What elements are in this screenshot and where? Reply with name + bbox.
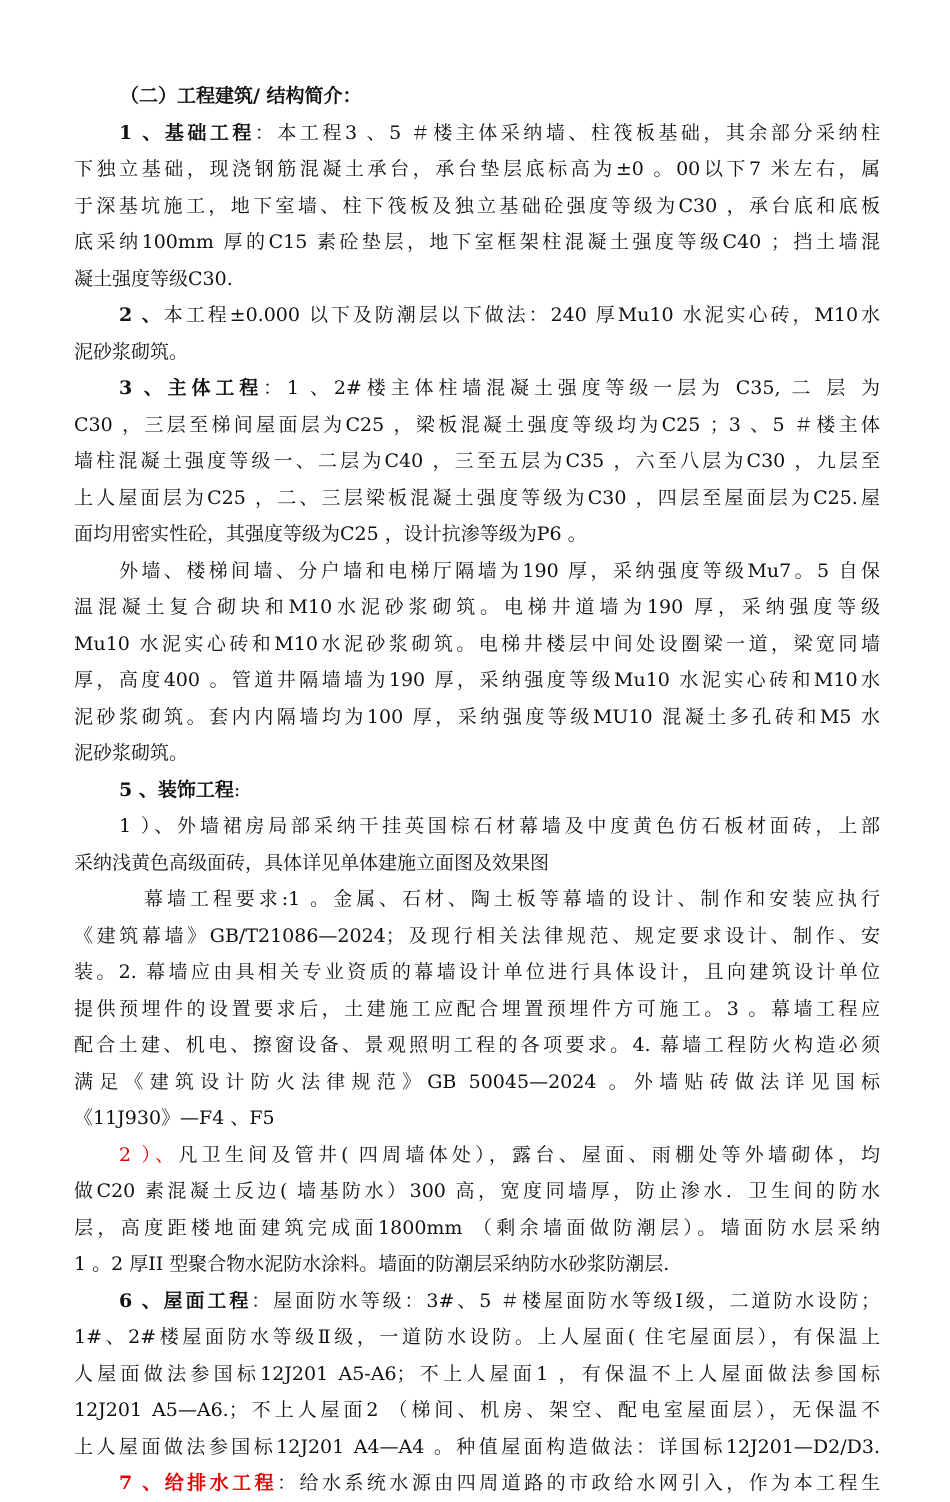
para-waterproof-line: 1 。2 厚II 型聚合物水泥防水涂料。墙面的防潮层采纳防水砂浆防潮层. bbox=[74, 1253, 670, 1275]
para-walls-line: 温混凝土复合砌块和M10水泥砂浆砌筑。电梯井道墙为190 厚，采纳强度等级 bbox=[74, 596, 880, 618]
text-span: 凡卫生间及管井( 四周墙体处），露台、屋面、雨棚处等外墙砌体，均 bbox=[178, 1143, 880, 1166]
para-walls-line: 厚，高度400 。管道井隔墙墙为190 厚，采纳强度等级Mu10 水泥实心砖和M10水 bbox=[74, 669, 880, 691]
para-main-structure-line bbox=[74, 370, 880, 407]
para-curtain-wall-line: 装。2. 幕墙应由具相关专业资质的幕墙设计单位进行具体设计，且向建筑设计单位 bbox=[74, 961, 880, 983]
section-title: （二）工程建筑/ 结构简介： bbox=[120, 85, 362, 107]
para-main-structure-line: C30 ，三层至梯间屋面层为C25 ，梁板混凝土强度等级均为C25 ；3 、5 ＃楼主体 bbox=[74, 413, 880, 436]
para-main-structure-line: 墙柱混凝土强度等级一、二层为C40 ，三至五层为C35 ，六至八层为C30 ，九层至 bbox=[74, 450, 880, 472]
text-span: ：屋面防水等级：3#、5 ＃楼屋面防水等级Ⅰ级，二道防水设防； bbox=[251, 1289, 880, 1312]
para-walls-line: 泥砂浆砌筑。 bbox=[74, 742, 189, 764]
para-decoration-heading bbox=[74, 772, 880, 809]
para-walls-line: 泥砂浆砌筑。套内内隔墙均为100 厚，采纳强度等级MU10 混凝土多孔砖和M5 水 bbox=[74, 705, 880, 728]
text-span: ：1 、2#楼主体柱墙混凝土强度等级一层为 C35, 二 层 为 bbox=[263, 377, 880, 399]
heading-waterproof: 2 ）、 bbox=[119, 1143, 179, 1166]
para-curtain-wall-line: 《建筑幕墙》GB/T21086—2024；及现行相关法律规范、规定要求设计、制作、安 bbox=[74, 924, 880, 947]
para-foundation-line: 底采纳100mm 厚的C15 素砼垫层，地下室框架柱混凝土强度等级C40 ；挡土墙混 bbox=[74, 231, 880, 253]
para-curtain-wall-line: 《11J930》—F4 、F5 bbox=[74, 1107, 275, 1129]
text-span: 本工程±0.000 以下及防潮层以下做法：240 厚Mu10 水泥实心砖，M10水 bbox=[163, 304, 880, 326]
para-roof-line: 上人屋面做法参国标12J201 A4—A4 。种值屋面构造做法：详国标12J201—D2/D3. bbox=[74, 1435, 880, 1458]
para-waterproof-line: 做C20 素混凝土反边( 墙基防水）300 高，宽度同墙厚，防止渗水．卫生间的防水 bbox=[74, 1180, 880, 1202]
para-curtain-wall-line: 提供预埋件的设置要求后，土建施工应配合埋置预埋件方可施工。3 。幕墙工程应 bbox=[74, 997, 880, 1020]
para-main-structure-line: 上人屋面层为C25 ，二、三层梁板混凝土强度等级为C30 ，四层至屋面层为C25.屋 bbox=[74, 486, 880, 509]
para-facade-line: 采纳浅黄色高级面砖，具体详见单体建施立面图及效果图 bbox=[74, 851, 550, 874]
para-curtain-wall-line: 配合土建、机电、擦窗设备、景观照明工程的各项要求。4. 幕墙工程防火构造必须 bbox=[74, 1034, 880, 1056]
para-basement-line: 泥砂浆砌筑。 bbox=[74, 340, 189, 363]
document-page bbox=[74, 78, 880, 1502]
text-span: : bbox=[233, 778, 241, 801]
para-foundation-line bbox=[74, 115, 880, 152]
heading-roof: 6 、屋面工程 bbox=[119, 1289, 252, 1312]
para-roof-line bbox=[74, 1283, 880, 1320]
para-waterproof-line bbox=[74, 1137, 880, 1174]
para-roof-line: 1#、2#楼屋面防水等级Ⅱ级，一道防水设防。上人屋面( 住宅屋面层），有保温上 bbox=[74, 1326, 880, 1348]
para-facade-line: 1 ）、外墙裙房局部采纳干挂英国棕石材幕墙及中度黄色仿石板材面砖，上部 bbox=[119, 815, 880, 837]
para-walls-line: 外墙、楼梯间墙、分户墙和电梯厅隔墙为190 厚，采纳强度等级Mu7。5 自保 bbox=[119, 559, 880, 582]
heading-main-structure: 3 、主体工程 bbox=[119, 377, 264, 399]
para-walls-line: Mu10 水泥实心砖和M10水泥砂浆砌筑。电梯井楼层中间处设圈梁一道，梁宽同墙 bbox=[74, 632, 880, 655]
para-basement-line bbox=[74, 297, 880, 334]
heading-plumbing: 7 、给排水工程 bbox=[119, 1472, 278, 1494]
para-roof-line: 人屋面做法参国标12J201 A5-A6；不上人屋面1 ，有保温不上人屋面做法参国标 bbox=[74, 1362, 880, 1385]
heading-decoration: 5 、装饰工程 bbox=[119, 778, 234, 801]
text-span: ：本工程3 、5 ＃楼主体采纳墙、柱筏板基础，其余部分采纳柱 bbox=[254, 121, 880, 144]
para-curtain-wall-line: 满足《建筑设计防火法律规范》GB 50045—2024 。外墙贴砖做法详见国标 bbox=[74, 1070, 880, 1093]
para-foundation-line: 于深基坑施工，地下室墙、柱下筏板及独立基础砼强度等级为C30 ，承台底和底板 bbox=[74, 194, 880, 217]
para-foundation-line: 凝土强度等级C30. bbox=[74, 267, 233, 290]
heading-basement: 2 、 bbox=[119, 304, 164, 326]
para-foundation-line: 下独立基础，现浇钢筋混凝土承台，承台垫层底标高为±0 。00以下7 米左右，属 bbox=[74, 158, 880, 180]
para-main-structure-line: 面均用密实性砼，其强度等级为C25 ，设计抗渗等级为P6 。 bbox=[74, 523, 587, 545]
para-plumbing-line bbox=[74, 1465, 880, 1502]
heading-foundation: 1 、基础工程 bbox=[119, 121, 255, 144]
para-roof-line: 12J201 A5—A6.；不上人屋面2 （梯间、机房、架空、配电室屋面层），无保温不 bbox=[74, 1399, 880, 1421]
text-span: ：给水系统水源由四周道路的市政给水网引入，作为本工程生 bbox=[277, 1472, 880, 1494]
para-curtain-wall-line: 幕墙工程要求:1 。金属、石材、陶土板等幕墙的设计、制作和安装应执行 bbox=[144, 888, 880, 910]
para-waterproof-line: 层，高度距楼地面建筑完成面1800mm （剩余墙面做防潮层）。墙面防水层采纳 bbox=[74, 1216, 880, 1239]
